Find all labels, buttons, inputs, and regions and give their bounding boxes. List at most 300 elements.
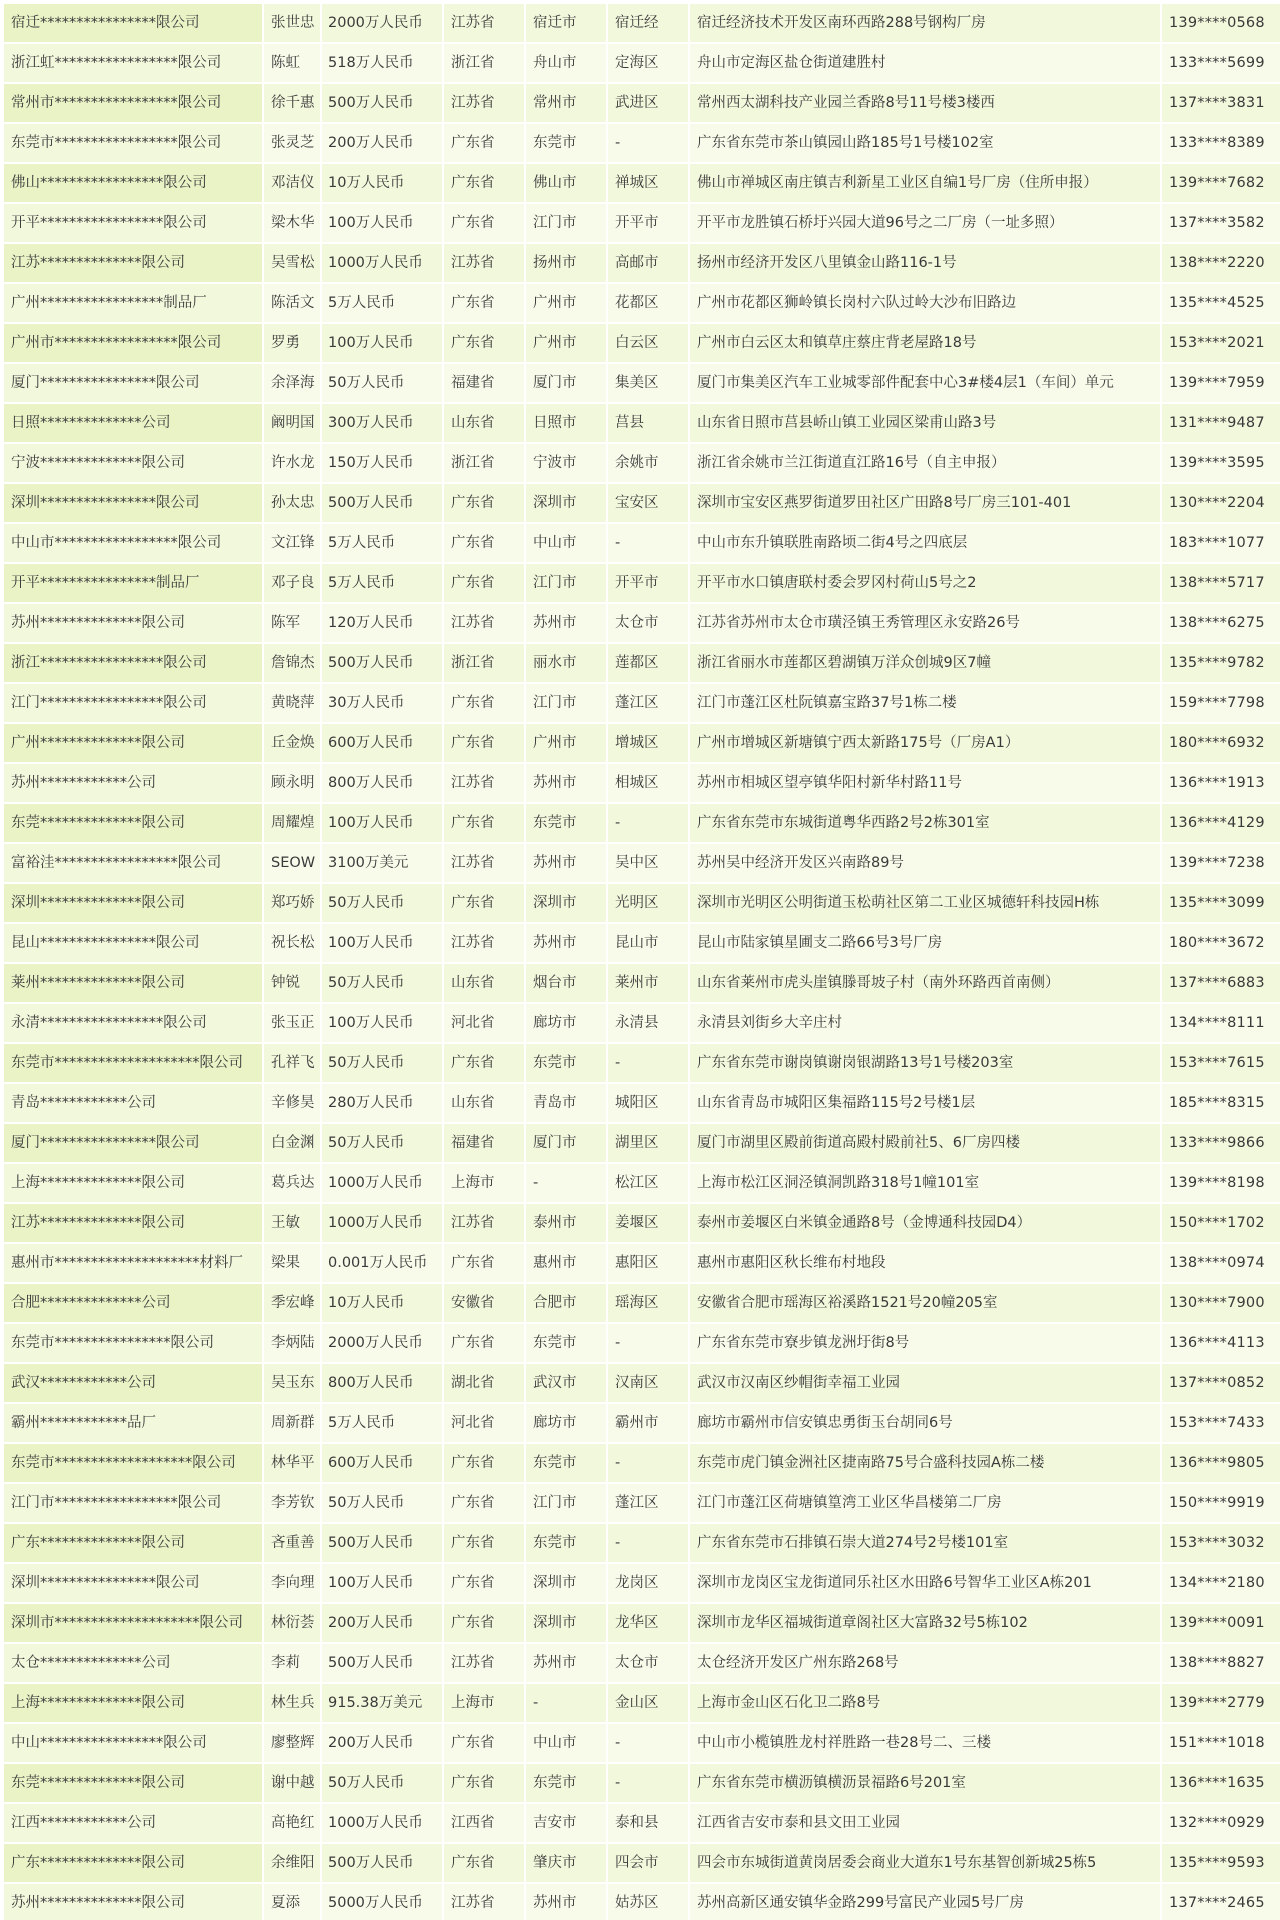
district-cell: 武进区 xyxy=(608,84,688,124)
phone-cell: 138****0974 xyxy=(1162,1244,1280,1284)
address-cell: 深圳市光明区公明街道玉松萌社区第二工业区城德轩科技园H栋 xyxy=(690,884,1160,924)
phone-cell: 130****2204 xyxy=(1162,484,1280,524)
company-name-cell: 深圳**************限公司 xyxy=(4,884,262,924)
company-name-cell: 江苏**************限公司 xyxy=(4,244,262,284)
table-row xyxy=(4,564,1280,604)
registered-capital-cell: 10万人民币 xyxy=(322,164,442,204)
province-cell: 广东省 xyxy=(444,204,524,244)
registered-capital-cell: 915.38万美元 xyxy=(322,1684,442,1724)
district-cell: 太仓市 xyxy=(608,604,688,644)
province-cell: 浙江省 xyxy=(444,444,524,484)
phone-cell: 131****9487 xyxy=(1162,404,1280,444)
province-cell: 广东省 xyxy=(444,1524,524,1564)
district-cell: 高邮市 xyxy=(608,244,688,284)
company-name-cell: 永清*****************限公司 xyxy=(4,1004,262,1044)
address-cell: 江门市蓬江区杜阮镇嘉宝路37号1栋二楼 xyxy=(690,684,1160,724)
table-row xyxy=(4,1604,1280,1644)
registered-capital-cell: 100万人民币 xyxy=(322,804,442,844)
district-cell: 莒县 xyxy=(608,404,688,444)
address-cell: 舟山市定海区盐仓街道建胜村 xyxy=(690,44,1160,84)
phone-cell: 133****5699 xyxy=(1162,44,1280,84)
city-cell: 中山市 xyxy=(526,1724,606,1764)
district-cell: 余姚市 xyxy=(608,444,688,484)
district-cell: 湖里区 xyxy=(608,1124,688,1164)
address-cell: 上海市松江区洞泾镇洞凯路318号1幢101室 xyxy=(690,1164,1160,1204)
company-name-cell: 江苏**************限公司 xyxy=(4,1204,262,1244)
registered-capital-cell: 5000万人民币 xyxy=(322,1884,442,1920)
province-cell: 福建省 xyxy=(444,1124,524,1164)
city-cell: 东莞市 xyxy=(526,1044,606,1084)
company-name-cell: 合肥**************公司 xyxy=(4,1284,262,1324)
phone-cell: 133****9866 xyxy=(1162,1124,1280,1164)
province-cell: 广东省 xyxy=(444,1764,524,1804)
district-cell: 四会市 xyxy=(608,1844,688,1884)
table-row xyxy=(4,1084,1280,1124)
province-cell: 山东省 xyxy=(444,1084,524,1124)
province-cell: 广东省 xyxy=(444,124,524,164)
city-cell: 丽水市 xyxy=(526,644,606,684)
table-row xyxy=(4,1484,1280,1524)
contact-person-cell: 林华平 xyxy=(264,1444,320,1484)
city-cell: 江门市 xyxy=(526,1484,606,1524)
contact-person-cell: 张玉正 xyxy=(264,1004,320,1044)
district-cell: 昆山市 xyxy=(608,924,688,964)
address-cell: 深圳市龙岗区宝龙街道同乐社区水田路6号智华工业区A栋201 xyxy=(690,1564,1160,1604)
contact-person-cell: 李莉 xyxy=(264,1644,320,1684)
phone-cell: 134****8111 xyxy=(1162,1004,1280,1044)
company-name-cell: 惠州市********************材料厂 xyxy=(4,1244,262,1284)
contact-person-cell: 顾永明 xyxy=(264,764,320,804)
company-name-cell: 太仓**************公司 xyxy=(4,1644,262,1684)
address-cell: 山东省青岛市城阳区集福路115号2号楼1层 xyxy=(690,1084,1160,1124)
company-name-cell: 东莞市****************限公司 xyxy=(4,1324,262,1364)
city-cell: - xyxy=(526,1684,606,1724)
address-cell: 浙江省丽水市莲都区碧湖镇万洋众创城9区7幢 xyxy=(690,644,1160,684)
registered-capital-cell: 600万人民币 xyxy=(322,724,442,764)
table-row xyxy=(4,1124,1280,1164)
province-cell: 广东省 xyxy=(444,1244,524,1284)
contact-person-cell: 辛修昊 xyxy=(264,1084,320,1124)
table-row xyxy=(4,684,1280,724)
address-cell: 中山市小榄镇胜龙村祥胜路一巷28号二、三楼 xyxy=(690,1724,1160,1764)
contact-person-cell: 文江锋 xyxy=(264,524,320,564)
city-cell: 广州市 xyxy=(526,724,606,764)
district-cell: 增城区 xyxy=(608,724,688,764)
table-row xyxy=(4,1044,1280,1084)
district-cell: 惠阳区 xyxy=(608,1244,688,1284)
registered-capital-cell: 200万人民币 xyxy=(322,1724,442,1764)
table-row xyxy=(4,1524,1280,1564)
table-row xyxy=(4,604,1280,644)
city-cell: 东莞市 xyxy=(526,1324,606,1364)
city-cell: - xyxy=(526,1164,606,1204)
table-row xyxy=(4,644,1280,684)
company-name-cell: 江西************公司 xyxy=(4,1804,262,1844)
address-cell: 苏州吴中经济开发区兴南路89号 xyxy=(690,844,1160,884)
phone-cell: 139****7238 xyxy=(1162,844,1280,884)
city-cell: 吉安市 xyxy=(526,1804,606,1844)
contact-person-cell: 祝长松 xyxy=(264,924,320,964)
company-name-cell: 广州*****************制品厂 xyxy=(4,284,262,324)
address-cell: 廊坊市霸州市信安镇忠勇街玉台胡同6号 xyxy=(690,1404,1160,1444)
city-cell: 东莞市 xyxy=(526,804,606,844)
phone-cell: 185****8315 xyxy=(1162,1084,1280,1124)
table-row xyxy=(4,44,1280,84)
company-name-cell: 东莞**************限公司 xyxy=(4,804,262,844)
phone-cell: 139****3595 xyxy=(1162,444,1280,484)
district-cell: 龙岗区 xyxy=(608,1564,688,1604)
phone-cell: 180****3672 xyxy=(1162,924,1280,964)
district-cell: 集美区 xyxy=(608,364,688,404)
province-cell: 河北省 xyxy=(444,1004,524,1044)
table-body xyxy=(4,4,1280,1920)
registered-capital-cell: 200万人民币 xyxy=(322,1604,442,1644)
address-cell: 中山市东升镇联胜南路顷二街4号之四底层 xyxy=(690,524,1160,564)
company-name-cell: 浙江*****************限公司 xyxy=(4,644,262,684)
table-row xyxy=(4,164,1280,204)
phone-cell: 159****7798 xyxy=(1162,684,1280,724)
address-cell: 开平市水口镇唐联村委会罗冈村荷山5号之2 xyxy=(690,564,1160,604)
province-cell: 广东省 xyxy=(444,1044,524,1084)
table-row xyxy=(4,244,1280,284)
table-row xyxy=(4,1004,1280,1044)
table-row xyxy=(4,284,1280,324)
address-cell: 泰州市姜堰区白米镇金通路8号（金博通科技园D4） xyxy=(690,1204,1160,1244)
contact-person-cell: 葛兵达 xyxy=(264,1164,320,1204)
registered-capital-cell: 5万人民币 xyxy=(322,1404,442,1444)
contact-person-cell: SEOW xyxy=(264,844,320,884)
table-row xyxy=(4,764,1280,804)
district-cell: 蓬江区 xyxy=(608,684,688,724)
province-cell: 广东省 xyxy=(444,324,524,364)
contact-person-cell: 邓洁仪 xyxy=(264,164,320,204)
province-cell: 江苏省 xyxy=(444,1884,524,1920)
city-cell: 东莞市 xyxy=(526,1444,606,1484)
district-cell: 吴中区 xyxy=(608,844,688,884)
address-cell: 苏州高新区通安镇华金路299号富民产业园5号厂房 xyxy=(690,1884,1160,1920)
phone-cell: 138****6275 xyxy=(1162,604,1280,644)
address-cell: 山东省日照市莒县峤山镇工业园区梁甫山路3号 xyxy=(690,404,1160,444)
registered-capital-cell: 1000万人民币 xyxy=(322,1804,442,1844)
district-cell: 禅城区 xyxy=(608,164,688,204)
city-cell: 武汉市 xyxy=(526,1364,606,1404)
city-cell: 日照市 xyxy=(526,404,606,444)
phone-cell: 137****0852 xyxy=(1162,1364,1280,1404)
phone-cell: 133****8389 xyxy=(1162,124,1280,164)
registered-capital-cell: 3100万美元 xyxy=(322,844,442,884)
province-cell: 上海市 xyxy=(444,1684,524,1724)
company-name-cell: 广州**************限公司 xyxy=(4,724,262,764)
phone-cell: 138****8827 xyxy=(1162,1644,1280,1684)
table-row xyxy=(4,1684,1280,1724)
address-cell: 广州市花都区狮岭镇长岗村六队过岭大沙布旧路边 xyxy=(690,284,1160,324)
address-cell: 广东省东莞市横沥镇横沥景福路6号201室 xyxy=(690,1764,1160,1804)
address-cell: 开平市龙胜镇石桥圩兴园大道96号之二厂房（一址多照） xyxy=(690,204,1160,244)
contact-person-cell: 张世忠 xyxy=(264,4,320,44)
registered-capital-cell: 1000万人民币 xyxy=(322,244,442,284)
phone-cell: 139****0091 xyxy=(1162,1604,1280,1644)
phone-cell: 138****5717 xyxy=(1162,564,1280,604)
registered-capital-cell: 30万人民币 xyxy=(322,684,442,724)
district-cell: - xyxy=(608,804,688,844)
table-row xyxy=(4,1844,1280,1884)
table-row xyxy=(4,1764,1280,1804)
registered-capital-cell: 5万人民币 xyxy=(322,284,442,324)
city-cell: 广州市 xyxy=(526,324,606,364)
province-cell: 浙江省 xyxy=(444,644,524,684)
district-cell: 城阳区 xyxy=(608,1084,688,1124)
district-cell: - xyxy=(608,1764,688,1804)
address-cell: 广东省东莞市东城街道粤华西路2号2栋301室 xyxy=(690,804,1160,844)
registered-capital-cell: 500万人民币 xyxy=(322,1844,442,1884)
province-cell: 广东省 xyxy=(444,724,524,764)
table-row xyxy=(4,1444,1280,1484)
province-cell: 广东省 xyxy=(444,164,524,204)
city-cell: 东莞市 xyxy=(526,1524,606,1564)
table-row xyxy=(4,4,1280,44)
address-cell: 深圳市宝安区燕罗街道罗田社区广田路8号厂房三101-401 xyxy=(690,484,1160,524)
contact-person-cell: 周耀煌 xyxy=(264,804,320,844)
contact-person-cell: 林衍荟 xyxy=(264,1604,320,1644)
province-cell: 广东省 xyxy=(444,884,524,924)
registered-capital-cell: 50万人民币 xyxy=(322,884,442,924)
district-cell: - xyxy=(608,124,688,164)
city-cell: 常州市 xyxy=(526,84,606,124)
address-cell: 深圳市龙华区福城街道章阁社区大富路32号5栋102 xyxy=(690,1604,1160,1644)
contact-person-cell: 陈虹 xyxy=(264,44,320,84)
province-cell: 广东省 xyxy=(444,284,524,324)
contact-person-cell: 白金渊 xyxy=(264,1124,320,1164)
registered-capital-cell: 100万人民币 xyxy=(322,924,442,964)
company-name-cell: 东莞市********************限公司 xyxy=(4,1044,262,1084)
city-cell: 佛山市 xyxy=(526,164,606,204)
company-name-cell: 武汉************公司 xyxy=(4,1364,262,1404)
table-row xyxy=(4,1364,1280,1404)
company-name-cell: 常州市*****************限公司 xyxy=(4,84,262,124)
district-cell: 汉南区 xyxy=(608,1364,688,1404)
city-cell: 广州市 xyxy=(526,284,606,324)
contact-person-cell: 李炳陆 xyxy=(264,1324,320,1364)
table-row xyxy=(4,1644,1280,1684)
contact-person-cell: 邓子良 xyxy=(264,564,320,604)
district-cell: - xyxy=(608,1044,688,1084)
table-row xyxy=(4,404,1280,444)
contact-person-cell: 夏添 xyxy=(264,1884,320,1920)
district-cell: 光明区 xyxy=(608,884,688,924)
table-row xyxy=(4,1164,1280,1204)
province-cell: 广东省 xyxy=(444,524,524,564)
phone-cell: 135****9782 xyxy=(1162,644,1280,684)
district-cell: 太仓市 xyxy=(608,1644,688,1684)
district-cell: 姑苏区 xyxy=(608,1884,688,1920)
province-cell: 广东省 xyxy=(444,1724,524,1764)
contact-person-cell: 林生兵 xyxy=(264,1684,320,1724)
phone-cell: 150****1702 xyxy=(1162,1204,1280,1244)
registered-capital-cell: 2000万人民币 xyxy=(322,1324,442,1364)
contact-person-cell: 吝重善 xyxy=(264,1524,320,1564)
registered-capital-cell: 5万人民币 xyxy=(322,564,442,604)
registered-capital-cell: 100万人民币 xyxy=(322,324,442,364)
province-cell: 广东省 xyxy=(444,484,524,524)
city-cell: 苏州市 xyxy=(526,604,606,644)
address-cell: 上海市金山区石化卫二路8号 xyxy=(690,1684,1160,1724)
company-name-cell: 中山*****************限公司 xyxy=(4,1724,262,1764)
city-cell: 合肥市 xyxy=(526,1284,606,1324)
phone-cell: 135****4525 xyxy=(1162,284,1280,324)
address-cell: 厦门市集美区汽车工业城零部件配套中心3#楼4层1（车间）单元 xyxy=(690,364,1160,404)
phone-cell: 130****7900 xyxy=(1162,1284,1280,1324)
contact-person-cell: 梁果 xyxy=(264,1244,320,1284)
contact-person-cell: 钟锐 xyxy=(264,964,320,1004)
contact-person-cell: 许水龙 xyxy=(264,444,320,484)
registered-capital-cell: 500万人民币 xyxy=(322,484,442,524)
company-name-cell: 上海**************限公司 xyxy=(4,1684,262,1724)
company-name-cell: 霸州************品厂 xyxy=(4,1404,262,1444)
registered-capital-cell: 0.001万人民币 xyxy=(322,1244,442,1284)
phone-cell: 151****1018 xyxy=(1162,1724,1280,1764)
city-cell: 东莞市 xyxy=(526,124,606,164)
province-cell: 安徽省 xyxy=(444,1284,524,1324)
district-cell: 泰和县 xyxy=(608,1804,688,1844)
contact-person-cell: 张灵芝 xyxy=(264,124,320,164)
city-cell: 厦门市 xyxy=(526,364,606,404)
registered-capital-cell: 518万人民币 xyxy=(322,44,442,84)
registered-capital-cell: 500万人民币 xyxy=(322,1644,442,1684)
district-cell: 姜堰区 xyxy=(608,1204,688,1244)
table-row xyxy=(4,924,1280,964)
address-cell: 永清县刘街乡大辛庄村 xyxy=(690,1004,1160,1044)
phone-cell: 137****3582 xyxy=(1162,204,1280,244)
city-cell: 深圳市 xyxy=(526,884,606,924)
province-cell: 福建省 xyxy=(444,364,524,404)
company-name-cell: 开平*****************限公司 xyxy=(4,204,262,244)
province-cell: 上海市 xyxy=(444,1164,524,1204)
address-cell: 广州市增城区新塘镇宁西太新路175号（厂房A1） xyxy=(690,724,1160,764)
contact-person-cell: 余泽海 xyxy=(264,364,320,404)
table-row xyxy=(4,324,1280,364)
district-cell: 永清县 xyxy=(608,1004,688,1044)
registered-capital-cell: 50万人民币 xyxy=(322,1044,442,1084)
city-cell: 深圳市 xyxy=(526,484,606,524)
company-name-cell: 江门*****************限公司 xyxy=(4,684,262,724)
address-cell: 安徽省合肥市瑶海区裕溪路1521号20幢205室 xyxy=(690,1284,1160,1324)
address-cell: 广东省东莞市茶山镇园山路185号1号楼102室 xyxy=(690,124,1160,164)
phone-cell: 136****1635 xyxy=(1162,1764,1280,1804)
district-cell: 莱州市 xyxy=(608,964,688,1004)
address-cell: 昆山市陆家镇星圃支二路66号3号厂房 xyxy=(690,924,1160,964)
table-row xyxy=(4,724,1280,764)
city-cell: 深圳市 xyxy=(526,1564,606,1604)
table-row xyxy=(4,84,1280,124)
contact-person-cell: 丘金焕 xyxy=(264,724,320,764)
registered-capital-cell: 100万人民币 xyxy=(322,1004,442,1044)
address-cell: 广东省东莞市寮步镇龙洲圩街8号 xyxy=(690,1324,1160,1364)
contact-person-cell: 孔祥飞 xyxy=(264,1044,320,1084)
company-name-cell: 中山市*****************限公司 xyxy=(4,524,262,564)
registered-capital-cell: 50万人民币 xyxy=(322,1484,442,1524)
district-cell: 宿迁经 xyxy=(608,4,688,44)
province-cell: 浙江省 xyxy=(444,44,524,84)
address-cell: 广东省东莞市石排镇石崇大道274号2号楼101室 xyxy=(690,1524,1160,1564)
registered-capital-cell: 100万人民币 xyxy=(322,204,442,244)
phone-cell: 153****7433 xyxy=(1162,1404,1280,1444)
address-cell: 广州市白云区太和镇草庄蔡庄背老屋路18号 xyxy=(690,324,1160,364)
city-cell: 江门市 xyxy=(526,684,606,724)
registered-capital-cell: 200万人民币 xyxy=(322,124,442,164)
company-name-cell: 宿迁****************限公司 xyxy=(4,4,262,44)
city-cell: 深圳市 xyxy=(526,1604,606,1644)
district-cell: 开平市 xyxy=(608,564,688,604)
province-cell: 广东省 xyxy=(444,1324,524,1364)
contact-person-cell: 谢中越 xyxy=(264,1764,320,1804)
province-cell: 江苏省 xyxy=(444,4,524,44)
registered-capital-cell: 50万人民币 xyxy=(322,1764,442,1804)
contact-person-cell: 陈军 xyxy=(264,604,320,644)
province-cell: 江西省 xyxy=(444,1804,524,1844)
table-row xyxy=(4,1724,1280,1764)
contact-person-cell: 黄晓萍 xyxy=(264,684,320,724)
contact-person-cell: 吴玉东 xyxy=(264,1364,320,1404)
district-cell: 瑶海区 xyxy=(608,1284,688,1324)
company-name-cell: 上海**************限公司 xyxy=(4,1164,262,1204)
address-cell: 惠州市惠阳区秋长维布村地段 xyxy=(690,1244,1160,1284)
contact-person-cell: 李芳钦 xyxy=(264,1484,320,1524)
address-cell: 江西省吉安市泰和县文田工业园 xyxy=(690,1804,1160,1844)
address-cell: 四会市东城街道黄岗居委会商业大道东1号东基智创新城25栋5 xyxy=(690,1844,1160,1884)
registered-capital-cell: 5万人民币 xyxy=(322,524,442,564)
phone-cell: 137****3831 xyxy=(1162,84,1280,124)
phone-cell: 139****0568 xyxy=(1162,4,1280,44)
table-row xyxy=(4,844,1280,884)
address-cell: 厦门市湖里区殿前街道高殿村殿前社5、6厂房四楼 xyxy=(690,1124,1160,1164)
city-cell: 东莞市 xyxy=(526,1764,606,1804)
company-name-cell: 深圳****************限公司 xyxy=(4,484,262,524)
company-name-cell: 苏州**************限公司 xyxy=(4,604,262,644)
company-name-cell: 青岛************公司 xyxy=(4,1084,262,1124)
phone-cell: 137****2465 xyxy=(1162,1884,1280,1920)
address-cell: 常州西太湖科技产业园兰香路8号11号楼3楼西 xyxy=(690,84,1160,124)
company-name-cell: 莱州**************限公司 xyxy=(4,964,262,1004)
city-cell: 苏州市 xyxy=(526,924,606,964)
table-row xyxy=(4,804,1280,844)
contact-person-cell: 阚明国 xyxy=(264,404,320,444)
city-cell: 惠州市 xyxy=(526,1244,606,1284)
contact-person-cell: 孙太忠 xyxy=(264,484,320,524)
table-row xyxy=(4,1564,1280,1604)
registered-capital-cell: 120万人民币 xyxy=(322,604,442,644)
province-cell: 江苏省 xyxy=(444,84,524,124)
registered-capital-cell: 10万人民币 xyxy=(322,1284,442,1324)
district-cell: 花都区 xyxy=(608,284,688,324)
city-cell: 廊坊市 xyxy=(526,1404,606,1444)
company-name-cell: 日照**************公司 xyxy=(4,404,262,444)
registered-capital-cell: 100万人民币 xyxy=(322,1564,442,1604)
address-cell: 山东省莱州市虎头崖镇滕哥坡子村（南外环路西首南侧） xyxy=(690,964,1160,1004)
phone-cell: 137****6883 xyxy=(1162,964,1280,1004)
company-name-cell: 宁波**************限公司 xyxy=(4,444,262,484)
contact-person-cell: 王敏 xyxy=(264,1204,320,1244)
address-cell: 江门市蓬江区荷塘镇篁湾工业区华昌楼第二厂房 xyxy=(690,1484,1160,1524)
contact-person-cell: 梁木华 xyxy=(264,204,320,244)
city-cell: 烟台市 xyxy=(526,964,606,1004)
phone-cell: 139****7682 xyxy=(1162,164,1280,204)
address-cell: 东莞市虎门镇金洲社区捷南路75号合盛科技园A栋二楼 xyxy=(690,1444,1160,1484)
phone-cell: 153****7615 xyxy=(1162,1044,1280,1084)
company-name-cell: 深圳****************限公司 xyxy=(4,1564,262,1604)
city-cell: 苏州市 xyxy=(526,1644,606,1684)
table-row xyxy=(4,1404,1280,1444)
company-name-cell: 东莞市*******************限公司 xyxy=(4,1444,262,1484)
